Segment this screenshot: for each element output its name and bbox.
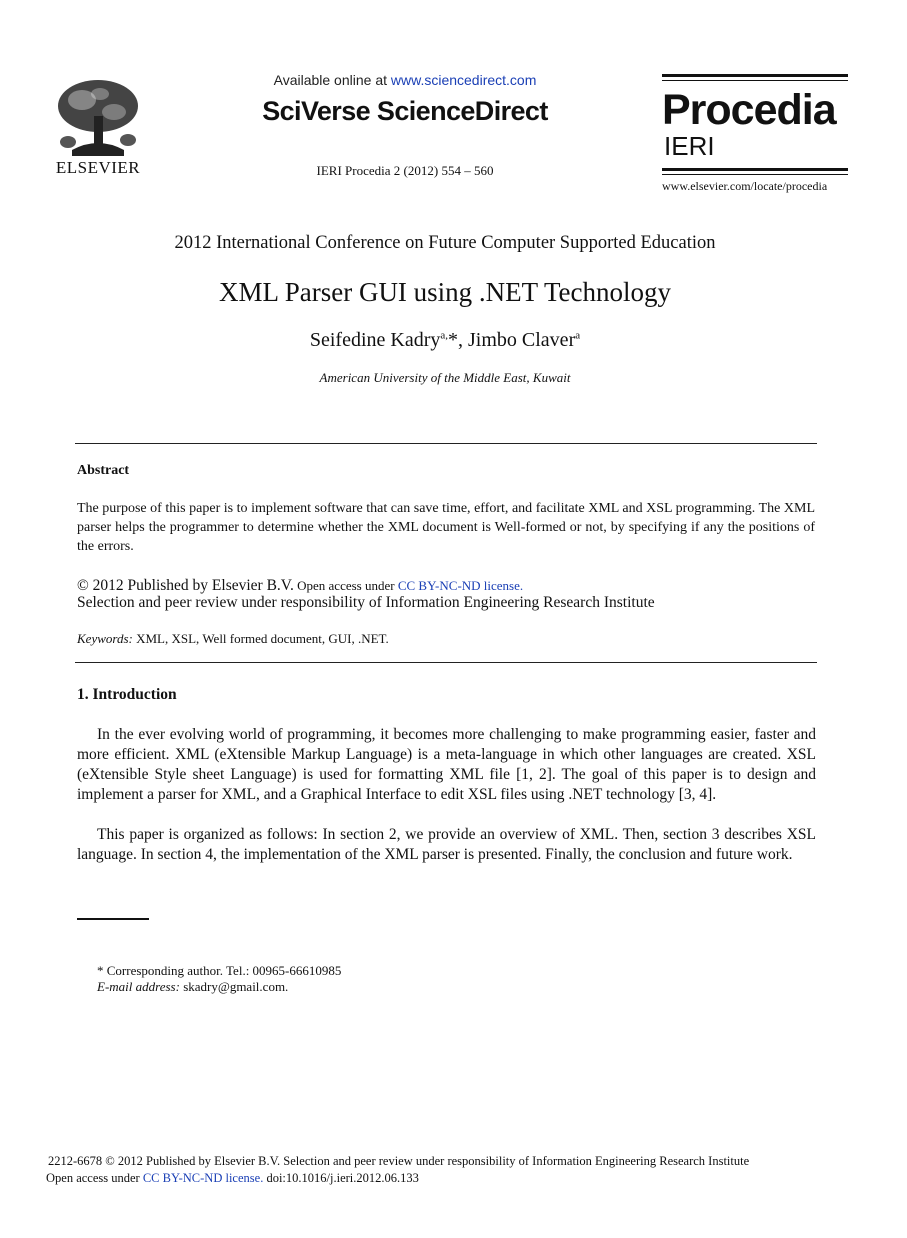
footnote-rule [77, 918, 149, 920]
procedia-rule-top [662, 74, 848, 77]
footer-doi: doi:10.1016/j.ieri.2012.06.133 [263, 1171, 419, 1185]
corresponding-mark: *, [448, 329, 469, 351]
keywords-label: Keywords: [77, 631, 133, 646]
journal-url-link[interactable]: www.elsevier.com/locate/procedia [662, 179, 828, 193]
peer-review-statement: Selection and peer review under responsibility of Information Engineering Research Institute [77, 594, 655, 611]
footer-open-access: Open access under [46, 1171, 143, 1185]
author-2-superscript: a [575, 329, 581, 342]
sciencedirect-link[interactable]: www.sciencedirect.com [390, 72, 537, 88]
author-1: Seifedine Kadry [309, 329, 441, 351]
elsevier-wordmark: ELSEVIER [55, 158, 141, 177]
procedia-rule-bottom [662, 168, 848, 171]
available-online [230, 72, 580, 88]
license-link[interactable]: CC BY-NC-ND license. [397, 578, 524, 593]
email-footnote [97, 979, 288, 995]
footer-issn-line: 2212-6678 © 2012 Published by Elsevier B.V. Selection and peer review under responsibility of Information Engineering Research Institute [48, 1154, 750, 1168]
keywords-list: XML, XSL, Well formed document, GUI, .NET. [132, 631, 389, 646]
author-2: Jimbo Claver [468, 329, 576, 351]
footer-doi-line [46, 1171, 866, 1186]
open-access-text: Open access under [293, 578, 398, 593]
affiliation: American University of the Middle East, Kuwait [319, 370, 571, 385]
available-prefix: Available online at [273, 72, 391, 88]
journal-reference: IERI Procedia 2 (2012) 554 – 560 [316, 163, 494, 178]
copyright-line [77, 577, 817, 595]
footer-license-link[interactable]: CC BY-NC-ND license. [142, 1171, 264, 1185]
author-list [0, 329, 890, 352]
abstract-heading: Abstract [77, 463, 130, 478]
procedia-rule-bottom-thin [662, 174, 848, 175]
introduction-paragraph-1: In the ever evolving world of programming, it becomes more challenging to make programming easier, faster and more efficient. XML (eXtensible Markup Language) is a meta-language in which other languages are created. XSL (eXtensible Style sheet Language) is used for formatting XML file [1, 2]. The goal of this paper is to design and implement a parser for XML, and a Graphical Interface to edit XSL files using .NET technology [3, 4]. [77, 726, 816, 803]
copyright-text: © 2012 Published by Elsevier B.V. [77, 577, 294, 594]
keywords [77, 631, 817, 647]
email-label: E-mail address: [97, 979, 180, 994]
journal-sub-brand: IERI [664, 131, 715, 161]
conference-name: 2012 International Conference on Future Computer Supported Education [174, 233, 716, 253]
introduction-heading: 1. Introduction [77, 686, 177, 703]
paper-title: XML Parser GUI using .NET Technology [218, 277, 672, 307]
divider-top [75, 443, 817, 444]
corresponding-author-footnote: * Corresponding author. Tel.: 00965-66610985 [97, 963, 342, 978]
platform-name: SciVerse ScienceDirect [262, 96, 548, 126]
introduction-paragraph-2: This paper is organized as follows: In section 2, we provide an overview of XML. Then, section 3 describes XSL language. In section 4, the implementation of the XML parser is presented. Finally, the conclusion and future work. [77, 826, 816, 863]
divider-bottom [75, 662, 817, 663]
author-1-superscript: a, [440, 329, 449, 342]
procedia-rule-top-thin [662, 80, 848, 81]
email-address: skadry@gmail.com. [179, 979, 289, 994]
journal-brand: Procedia [662, 86, 836, 134]
abstract-body: The purpose of this paper is to implement software that can save time, effort, and facilitate XML and XSL programming. The XML parser helps the programmer to determine whether the XML document is Well-formed or not, by specifying if any the positions of the errors. [77, 501, 815, 554]
